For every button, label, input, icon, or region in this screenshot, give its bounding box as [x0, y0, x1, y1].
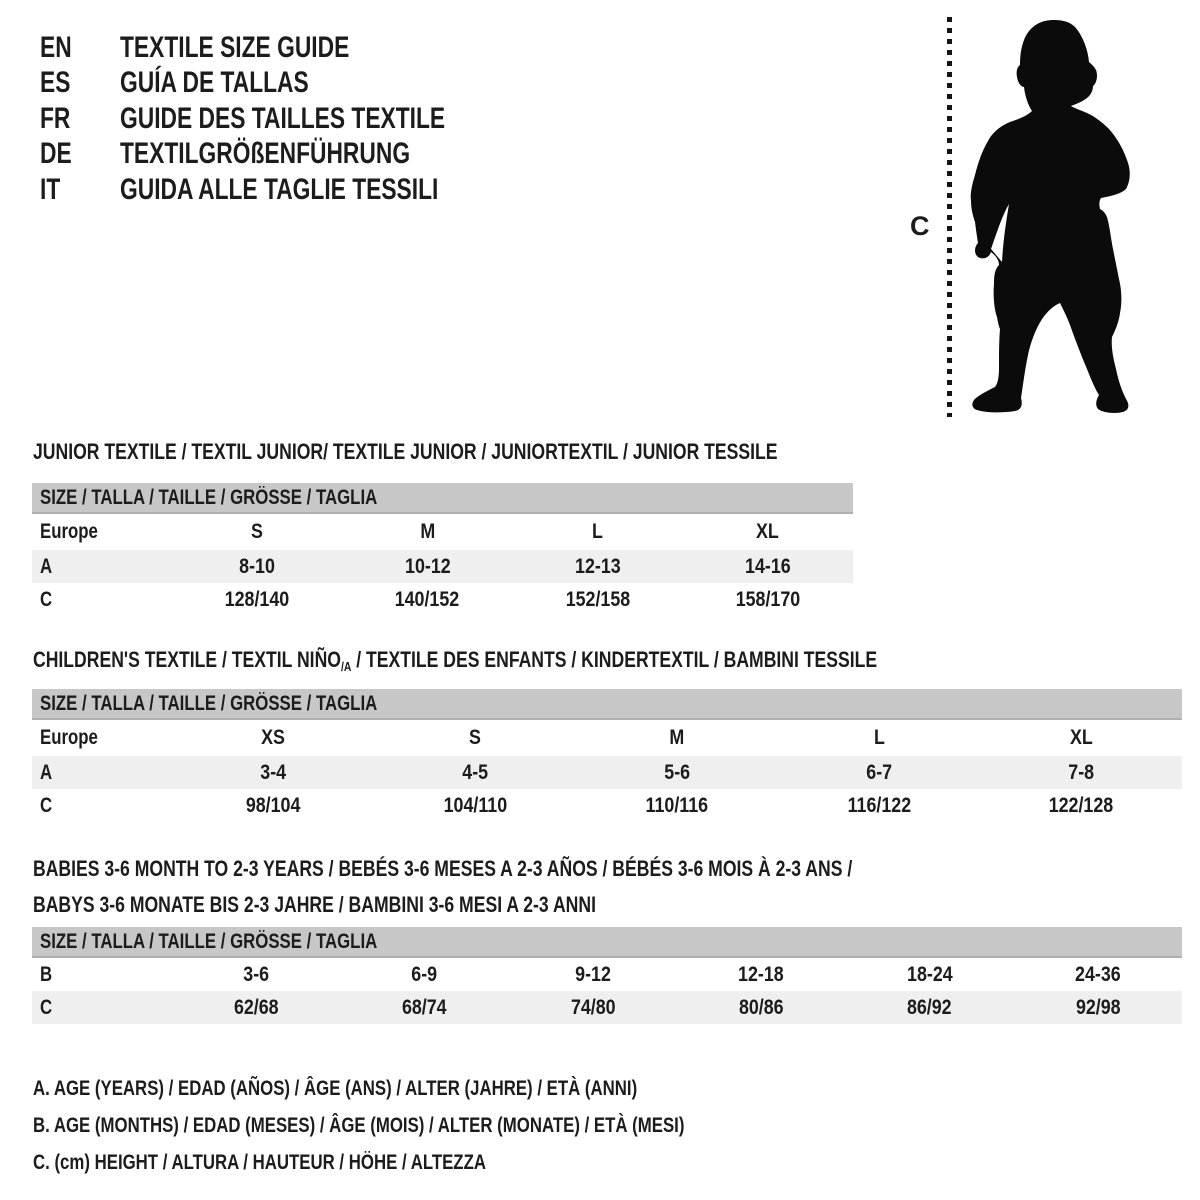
table-cell: 14-16	[745, 554, 791, 578]
language-title: GUÍA DE TALLAS	[120, 66, 309, 100]
language-title: GUIDE DES TAILLES TEXTILE	[120, 101, 446, 135]
table-cell: S	[469, 726, 481, 749]
table-cell: 6-7	[866, 760, 892, 784]
table-cell: 92/98	[1075, 995, 1121, 1019]
table-cell: 140/152	[395, 587, 460, 611]
table-cell: 86/92	[907, 995, 952, 1019]
toddler-silhouette-image	[963, 16, 1141, 418]
language-row-en	[40, 30, 548, 66]
table-row-months	[32, 958, 1182, 991]
legend-line-b: B. AGE (MONTHS) / EDAD (MESES) / ÂGE (MOIS) / ALTER (MONATE) / ETÀ (MESI)	[33, 1113, 685, 1137]
language-code: ES	[40, 66, 71, 100]
table-cell: 158/170	[735, 587, 801, 611]
table-cell: M	[669, 726, 685, 749]
size-table-header: SIZE / TALLA / TAILLE / GRÖSSE / TAGLIA	[32, 483, 853, 514]
table-cell: 98/104	[245, 793, 301, 817]
table-row-height	[32, 991, 1182, 1024]
junior-section-title: JUNIOR TEXTILE / TEXTIL JUNIOR/ TEXTILE JUNIOR / JUNIORTEXTIL / JUNIOR TESSILE	[33, 439, 778, 464]
table-cell: 12-13	[574, 554, 621, 578]
junior-size-table	[32, 483, 853, 616]
table-cell: 18-24	[906, 962, 953, 986]
language-code: FR	[40, 101, 71, 135]
table-cell: 122/128	[1048, 793, 1114, 817]
language-code: IT	[40, 172, 61, 206]
table-cell: 62/68	[233, 995, 279, 1019]
language-row-fr	[40, 101, 548, 137]
table-cell: 3-4	[260, 760, 286, 784]
row-label: C	[40, 995, 53, 1019]
table-cell: 80/86	[738, 995, 784, 1019]
table-cell: 9-12	[574, 962, 611, 986]
babies-size-table	[32, 927, 1182, 1024]
table-cell: 152/158	[565, 587, 630, 611]
children-size-table	[32, 689, 1182, 822]
table-cell: 74/80	[570, 995, 616, 1019]
table-cell: S	[251, 520, 264, 543]
language-title: TEXTILE SIZE GUIDE	[120, 30, 350, 64]
table-cell: 6-9	[411, 962, 438, 986]
row-label: C	[40, 793, 53, 817]
table-cell: M	[419, 520, 435, 543]
row-label: A	[40, 554, 53, 578]
row-label: C	[40, 587, 53, 611]
children-section-title: CHILDREN'S TEXTILE / TEXTIL $NIÑO_{/A}$ / TEXTILE DES ENFANTS / KINDERTEXTIL / BAMBINI TESSILE	[33, 647, 878, 674]
table-cell: 116/122	[847, 793, 911, 817]
babies-title-line1: BABIES 3-6 MONTH TO 2-3 YEARS / BEBÉS 3-6 MESES A 2-3 AÑOS / BÉBÉS 3-6 MOIS À 2-3 ANS /	[33, 856, 853, 881]
table-cell: XS	[261, 726, 285, 749]
table-cell: XL	[756, 520, 780, 543]
height-measure-line	[947, 17, 952, 417]
language-list	[40, 30, 548, 208]
table-cell: 128/140	[224, 587, 290, 611]
table-cell: 10-12	[404, 554, 451, 578]
table-row-height	[32, 789, 1182, 822]
table-cell: 5-6	[664, 760, 690, 784]
language-code: DE	[40, 137, 72, 171]
table-cell: 3-6	[243, 962, 270, 986]
table-cell: 4-5	[462, 760, 488, 784]
row-label: A	[40, 760, 53, 784]
table-row-height	[32, 583, 853, 616]
language-title: GUIDA ALLE TAGLIE TESSILI	[120, 172, 439, 206]
table-cell: L	[592, 520, 604, 543]
table-cell: XL	[1069, 726, 1093, 749]
table-cell: L	[873, 726, 885, 749]
language-title: TEXTILGRÖßENFÜHRUNG	[120, 137, 411, 171]
nino-a-subscript: /A	[340, 659, 352, 674]
table-row-europe	[32, 514, 853, 550]
table-cell: 68/74	[402, 995, 447, 1019]
language-row-de	[40, 137, 548, 173]
table-row-age	[32, 756, 1182, 789]
table-cell: 104/110	[443, 793, 507, 817]
row-label: Europe	[40, 726, 98, 749]
language-row-es	[40, 66, 548, 102]
language-code: EN	[40, 30, 72, 64]
row-label: B	[40, 962, 53, 986]
babies-section-title	[33, 851, 1057, 923]
table-cell: 110/116	[645, 793, 709, 817]
table-row-age	[32, 550, 853, 583]
table-cell: 12-18	[738, 962, 784, 986]
measure-legend	[33, 1070, 847, 1181]
row-label: Europe	[40, 520, 98, 543]
table-cell: 7-8	[1068, 760, 1094, 784]
table-row-europe	[32, 720, 1182, 756]
height-measure-label: C	[910, 211, 930, 241]
size-table-header: SIZE / TALLA / TAILLE / GRÖSSE / TAGLIA	[32, 689, 1182, 720]
language-row-it	[40, 172, 548, 208]
table-cell: 24-36	[1074, 962, 1121, 986]
size-table-header: SIZE / TALLA / TAILLE / GRÖSSE / TAGLIA	[32, 927, 1182, 958]
legend-line-a: A. AGE (YEARS) / EDAD (AÑOS) / ÂGE (ANS) / ALTER (JAHRE) / ETÀ (ANNI)	[33, 1076, 638, 1100]
table-cell: 8-10	[239, 554, 275, 578]
legend-line-c: C. (cm) HEIGHT / ALTURA / HAUTEUR / HÖHE / ALTEZZA	[33, 1150, 486, 1174]
babies-title-line2: BABYS 3-6 MONATE BIS 2-3 JAHRE / BAMBINI 3-6 MESI A 2-3 ANNI	[33, 892, 596, 917]
